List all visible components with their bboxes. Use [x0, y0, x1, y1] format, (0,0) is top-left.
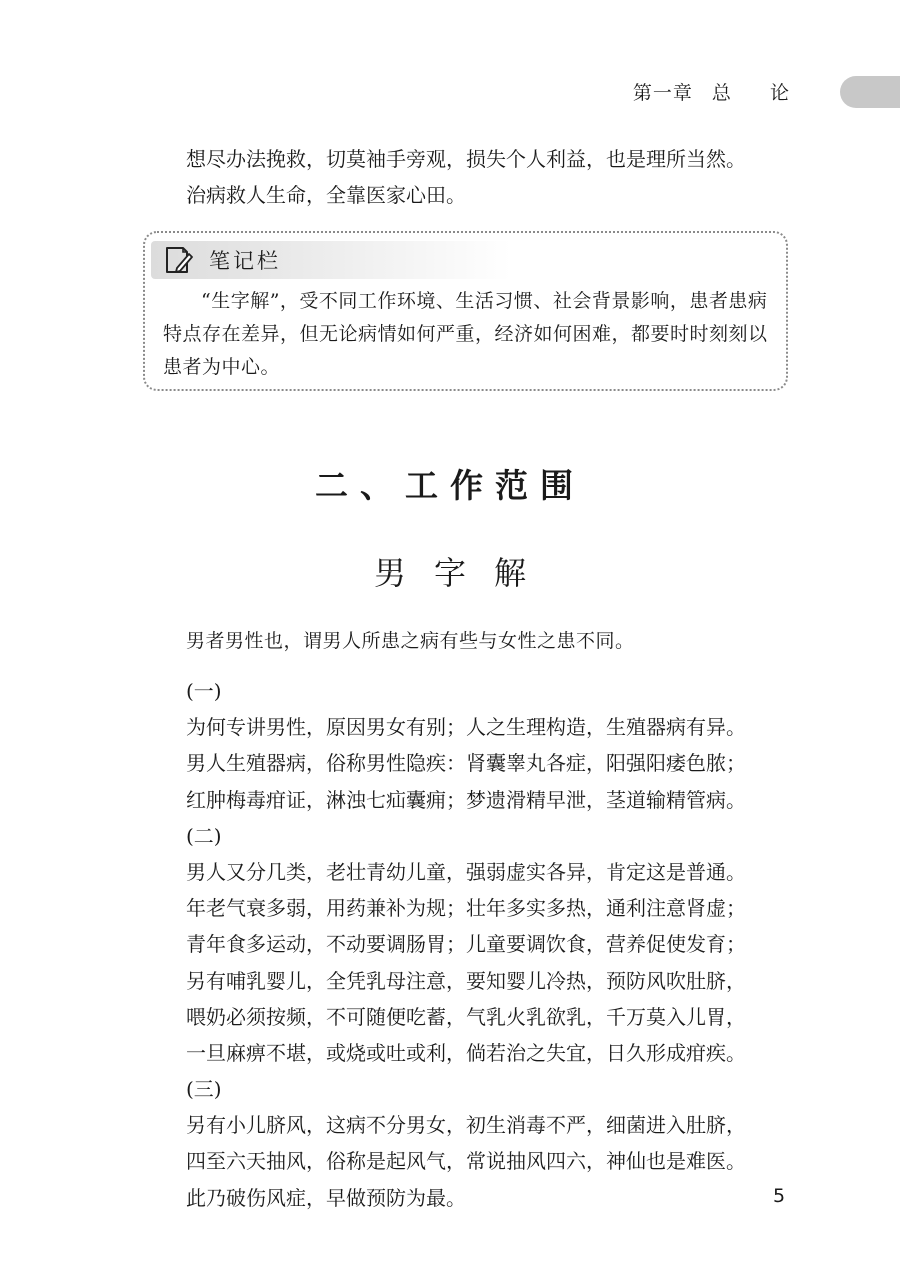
note-box [143, 231, 788, 391]
verse-block [186, 673, 746, 1216]
note-title: 笔记栏 [209, 249, 281, 273]
intro-line: 男者男性也，谓男人所患之病有些与女性之患不同。 [186, 630, 635, 652]
verse-line: (三) [186, 1077, 222, 1102]
verse-line: 喂奶必须按频，不可随便吃蓄，气乳火乳欲乳，千万莫入儿胃， [186, 1004, 746, 1029]
verse-line: 此乃破伤风症，早做预防为最。 [186, 1185, 466, 1210]
note-line: “生字解”，受不同工作环境、生活习惯、社会背景影响，患者患病 [201, 290, 768, 312]
verse-line: 另有小儿脐风，这病不分男女，初生消毒不严，细菌进入肚脐， [186, 1113, 746, 1138]
verse-line: 红肿梅毒疳证，淋浊七疝囊痈；梦遗滑精早泄，茎道输精管病。 [186, 787, 746, 812]
continued-text [186, 141, 746, 213]
chapter-tab-marker [840, 76, 900, 108]
note-line: 特点存在差异，但无论病情如何严重，经济如何困难，都要时时刻刻以 [163, 323, 768, 345]
verse-line: (二) [186, 823, 222, 848]
verse-line: 另有哺乳婴儿，全凭乳母注意，要知婴儿冷热，预防风吹肚脐， [186, 968, 746, 993]
section-heading: 二、工作范围 [315, 466, 585, 505]
note-line: 患者为中心。 [163, 356, 281, 378]
verse-line: 四至六天抽风，俗称是起风气，常说抽风四六，神仙也是难医。 [186, 1149, 746, 1174]
verse-line: 为何专讲男性，原因男女有别；人之生理构造，生殖器病有异。 [186, 715, 746, 740]
note-body [163, 285, 773, 384]
text-line: 治病救人生命，全靠医家心田。 [186, 183, 466, 207]
page-number: 5 [773, 1185, 786, 1207]
sub-heading: 男字解 [373, 554, 554, 592]
verse-line: 年老气衰多弱，用药兼补为规；壮年多实多热，通利注意肾虚； [186, 896, 746, 921]
text-line: 想尽办法挽救，切莫袖手旁观，损失个人利益，也是理所当然。 [186, 147, 746, 171]
page-header [0, 76, 900, 106]
verse-line: 男人又分几类，老壮青幼儿童，强弱虚实各异，肯定这是普通。 [186, 859, 746, 884]
verse-line: 青年食多运动，不动要调肠胃；儿童要调饮食，营养促使发育； [186, 932, 746, 957]
verse-line: 男人生殖器病，俗称男性隐疾：肾囊睾丸各症，阳强阳痿色脓； [186, 751, 746, 776]
note-header [151, 241, 511, 279]
note-pencil-icon [163, 244, 193, 276]
chapter-title: 第一章 总 论 [632, 82, 790, 104]
verse-line: (一) [186, 679, 222, 703]
verse-line: 一旦麻痹不堪，或烧或吐或利，倘若治之失宜，日久形成疳疾。 [186, 1040, 746, 1065]
